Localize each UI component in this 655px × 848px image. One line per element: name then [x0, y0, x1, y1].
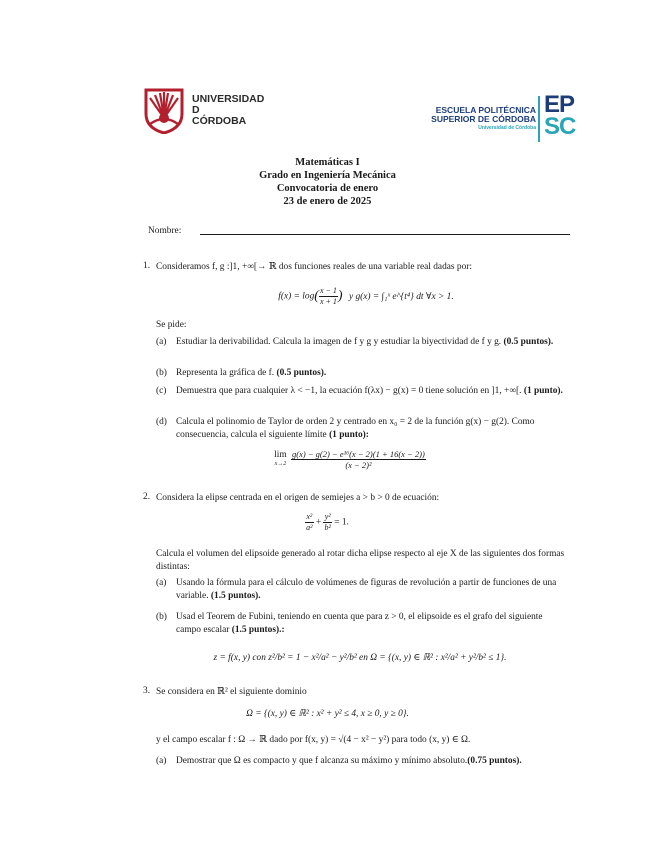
q1a-body: Estudiar la derivabilidad. Calcula la imagen de f y g y estudiar la biyectividad de f y g.	[176, 337, 502, 347]
q2-frac-b-den: b²	[324, 523, 331, 532]
q2b-label: (b)	[156, 612, 167, 622]
q2-intro: Considera la elipse centrada en el origen de semiejes a > b > 0 de ecuación:	[156, 493, 440, 503]
q1d-body: Calcula el polinomio de Taylor de orden 2 y centrado en x₀ = 2 de la función g(x) − g(2). Como consecuencia, calcula el siguiente límite	[176, 417, 535, 440]
q2-paragraph: Calcula el volumen del elipsoide generado al rotar dicha elipse respecto al eje X de las siguientes dos formas distintas:	[156, 549, 565, 572]
degree-title: Grado en Ingeniería Mecánica	[259, 170, 396, 181]
q3-number: 3.	[143, 686, 151, 696]
university-logo	[142, 88, 265, 138]
q1-frac-den: x + 1	[319, 297, 337, 306]
q2a-body: Usando la fórmula para el cálculo de volúmenes de figuras de revolución a partir de funciones de una variable.	[176, 578, 557, 601]
school-acronym-top: EP	[544, 91, 575, 118]
q2-frac-b	[323, 512, 331, 533]
q1c-points: (1 punto).	[523, 386, 563, 396]
university-crest-icon	[142, 88, 186, 134]
q1c-body: Demuestra que para cualquier λ < −1, la ecuación f(λx) − g(x) = 0 tiene solución en ]1, +∞[.	[176, 386, 522, 396]
q2-frac-a-den: a²	[306, 523, 313, 532]
q1b-label: (b)	[156, 368, 167, 378]
q2-field-formula: z = f(x, y) con z²/b² = 1 − x²/a² − y²/b² en Ω = {(x, y) ∈ ℝ² : x²/a² + y²/b² ≤ 1}.	[213, 653, 507, 663]
school-sub-label: Universidad de Córdoba	[478, 125, 536, 131]
name-label: Nombre:	[148, 226, 182, 236]
q2-ellipse-eq: $\frac{\text{x²}}{\text{a²}}$ + $\frac{\text{y²}}{\text{b²}}$ = 1.	[306, 512, 349, 532]
q3-intro: Se considera en ℝ² el siguiente dominio	[156, 687, 307, 697]
university-name-line2: D	[192, 104, 200, 116]
q1d-points: (1 punto):	[329, 429, 369, 440]
q1-limit-num: g(x) − g(2) − e¹⁶(x − 2)(1 + 16(x − 2))	[292, 449, 425, 459]
q1b-text	[176, 367, 566, 380]
q1-intro: Consideramos f, g :]1, +∞[→ ℝ dos funciones reales de una variable real dadas por:	[156, 262, 473, 272]
q1-limit-op	[274, 451, 287, 469]
q1-formula-f: f(x) = log	[278, 291, 315, 302]
q1a-label: (a)	[156, 337, 167, 347]
school-logo	[408, 91, 588, 146]
q1-frac-num: x − 1	[319, 286, 337, 295]
q2a-label: (a)	[156, 578, 167, 588]
university-name-line3: CÓRDOBA	[192, 115, 247, 127]
q1a-text	[176, 336, 566, 349]
q2a-text	[176, 577, 566, 602]
school-name-line1: ESCUELA POLITÉCNICA	[435, 105, 536, 115]
q1-fraction	[319, 286, 338, 307]
school-name-line2: SUPERIOR DE CÓRDOBA	[431, 114, 536, 124]
q2b-points: (1.5 puntos).:	[231, 624, 285, 635]
q2b-text	[176, 611, 566, 636]
call-title: Convocatoria de enero	[276, 183, 379, 194]
q2-frac-a-num: x²	[306, 512, 313, 521]
school-acronym	[544, 91, 576, 140]
q1-number: 1.	[143, 261, 151, 271]
q1-limit-fraction	[291, 449, 426, 470]
q3-field: y el campo escalar f : Ω → ℝ dado por f(x, y) = √(4 − x² − y²) para todo (x, y) ∈ Ω.	[156, 735, 471, 745]
subject-title: Matemáticas I	[295, 157, 360, 168]
q2-eq-rest: = 1.	[334, 517, 349, 528]
university-name-line1: UNIVERSIDAD	[192, 93, 265, 105]
q1b-body: Representa la gráfica de f.	[176, 368, 275, 378]
q2-frac-b-num: y²	[324, 512, 331, 521]
q3a-body: Demostrar que Ω es compacto y que f alcanza su máximo y mínimo absoluto.	[176, 756, 468, 766]
q1-se-pide: Se pide:	[156, 320, 187, 330]
q1c-label: (c)	[156, 386, 167, 396]
q1b-points: (0.5 puntos).	[276, 368, 327, 378]
q3a-text	[176, 755, 566, 768]
q3a-label: (a)	[156, 756, 167, 766]
q1-limit-sub: x→2	[274, 460, 287, 467]
q1d-text	[176, 416, 566, 441]
q2a-points: (1.5 puntos).	[210, 590, 261, 601]
q1-limit	[200, 449, 500, 479]
q1c-text	[176, 385, 566, 398]
q2-frac-a	[305, 512, 313, 533]
name-line[interactable]	[200, 234, 570, 235]
q1-formula-g: y g(x) = ∫₁ˣ e^{t⁴} dt ∀x > 1.	[348, 292, 454, 302]
school-acronym-bottom: SC	[544, 113, 576, 140]
q1-limit-lim: lim	[274, 449, 287, 460]
q2b-body: Usad el Teorem de Fubini, teniendo en cuenta que para z > 0, el elipsoide es el grafo del siguiente campo escalar	[176, 612, 543, 635]
q2-number: 2.	[143, 492, 151, 502]
q1a-points: (0.5 puntos).	[503, 337, 554, 347]
date-title: 23 de enero de 2025	[283, 196, 372, 207]
school-logo-divider	[538, 96, 540, 142]
q1-limit-den: (x − 2)²	[345, 460, 372, 470]
q1d-label: (d)	[156, 417, 167, 427]
q3-domain: Ω = {(x, y) ∈ ℝ² : x² + y² ≤ 4, x ≥ 0, y ≥ 0}.	[246, 709, 409, 719]
q3a-points: (0.75 puntos).	[467, 756, 522, 766]
q1-formula: f(x) = log( $\frac{x - 1}{x + 1}$ ) y g(x) = ∫₁ˣ e^{t⁴} dt ∀x > 1.	[278, 286, 454, 306]
